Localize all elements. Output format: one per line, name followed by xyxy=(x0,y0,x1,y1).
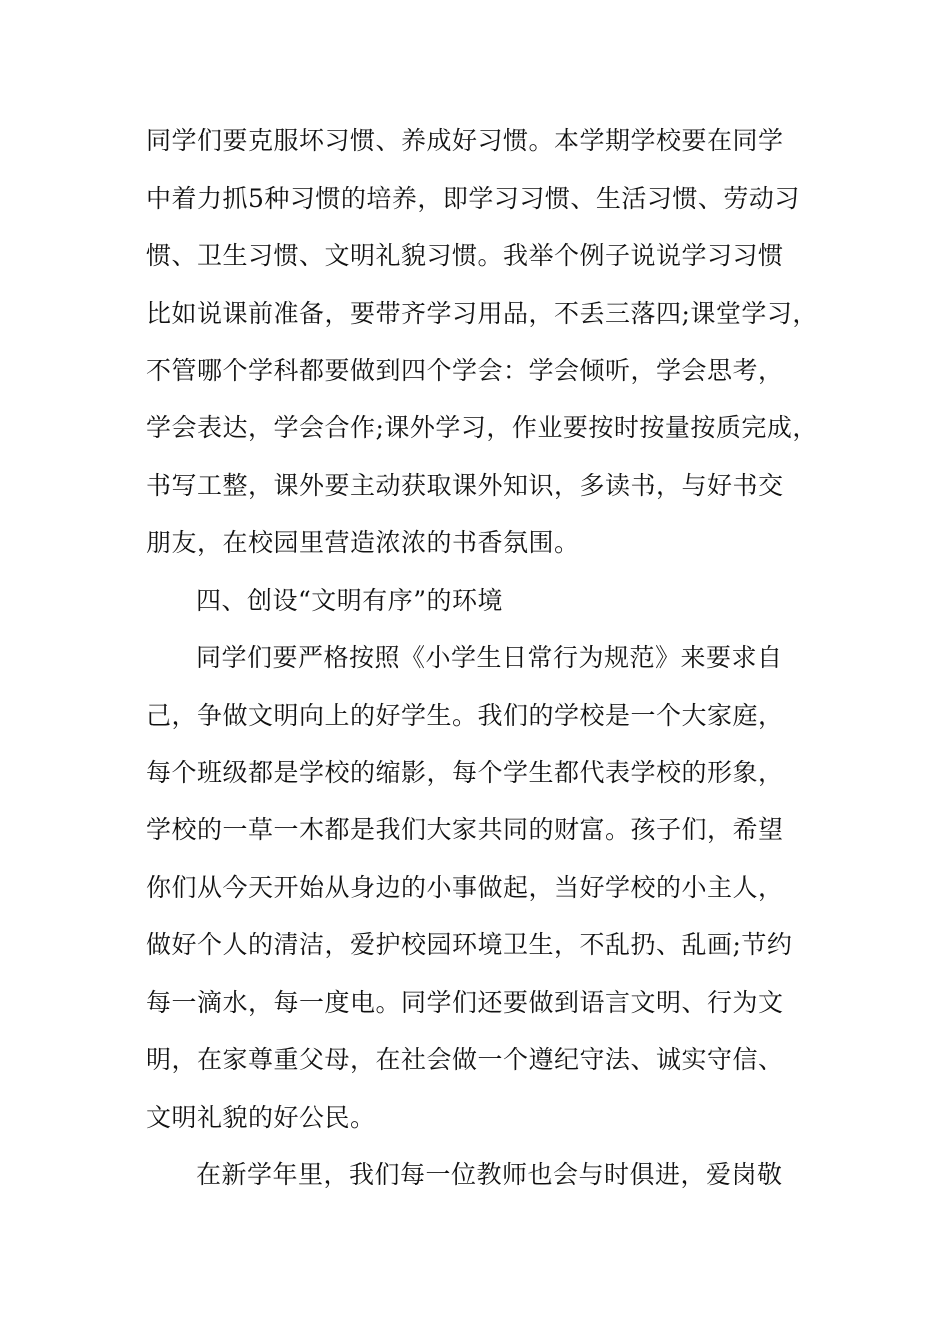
text-line-10: 同学们要严格按照《小学生日常行为规范》来要求自 xyxy=(196,643,783,672)
text-line-7: 书写工整，课外要主动获取课外知识，多读书，与好书交 xyxy=(146,471,784,500)
text-line-12: 每个班级都是学校的缩影，每个学生都代表学校的形象， xyxy=(146,758,784,787)
text-line-15: 做好个人的清洁，爱护校园环境卫生，不乱扔、乱画;节约 xyxy=(146,930,793,959)
text-line-2: 中着力抓5种习惯的培养，即学习习惯、生活习惯、劳动习 xyxy=(146,184,800,213)
text-line-18: 文明礼貌的好公民。 xyxy=(146,1103,376,1132)
text-line-1: 同学们要克服坏习惯、养成好习惯。本学期学校要在同学 xyxy=(146,126,784,155)
text-line-14: 你们从今天开始从身边的小事做起，当好学校的小主人， xyxy=(146,873,784,902)
text-line-3: 惯、卫生习惯、文明礼貌习惯。我举个例子说说学习习惯 xyxy=(146,241,784,270)
text-line-8: 朋友，在校园里营造浓浓的书香氛围。 xyxy=(146,528,580,557)
text-line-16: 每一滴水，每一度电。同学们还要做到语言文明、行为文 xyxy=(146,988,784,1017)
section-heading: 四、创设“文明有序”的环境 xyxy=(196,586,504,615)
text-line-13: 学校的一草一木都是我们大家共同的财富。孩子们，希望 xyxy=(146,815,784,844)
text-line-5: 不管哪个学科都要做到四个学会：学会倾听，学会思考， xyxy=(146,356,784,385)
text-line-19: 在新学年里，我们每一位教师也会与时俱进，爱岗敬 xyxy=(196,1160,783,1189)
text-line-4: 比如说课前准备，要带齐学习用品，不丢三落四;课堂学习， xyxy=(146,299,818,328)
text-line-11: 己，争做文明向上的好学生。我们的学校是一个大家庭， xyxy=(146,701,784,730)
text-line-6: 学会表达，学会合作;课外学习，作业要按时按量按质完成， xyxy=(146,413,818,442)
text-line-17: 明，在家尊重父母，在社会做一个遵纪守法、诚实守信、 xyxy=(146,1045,784,1074)
